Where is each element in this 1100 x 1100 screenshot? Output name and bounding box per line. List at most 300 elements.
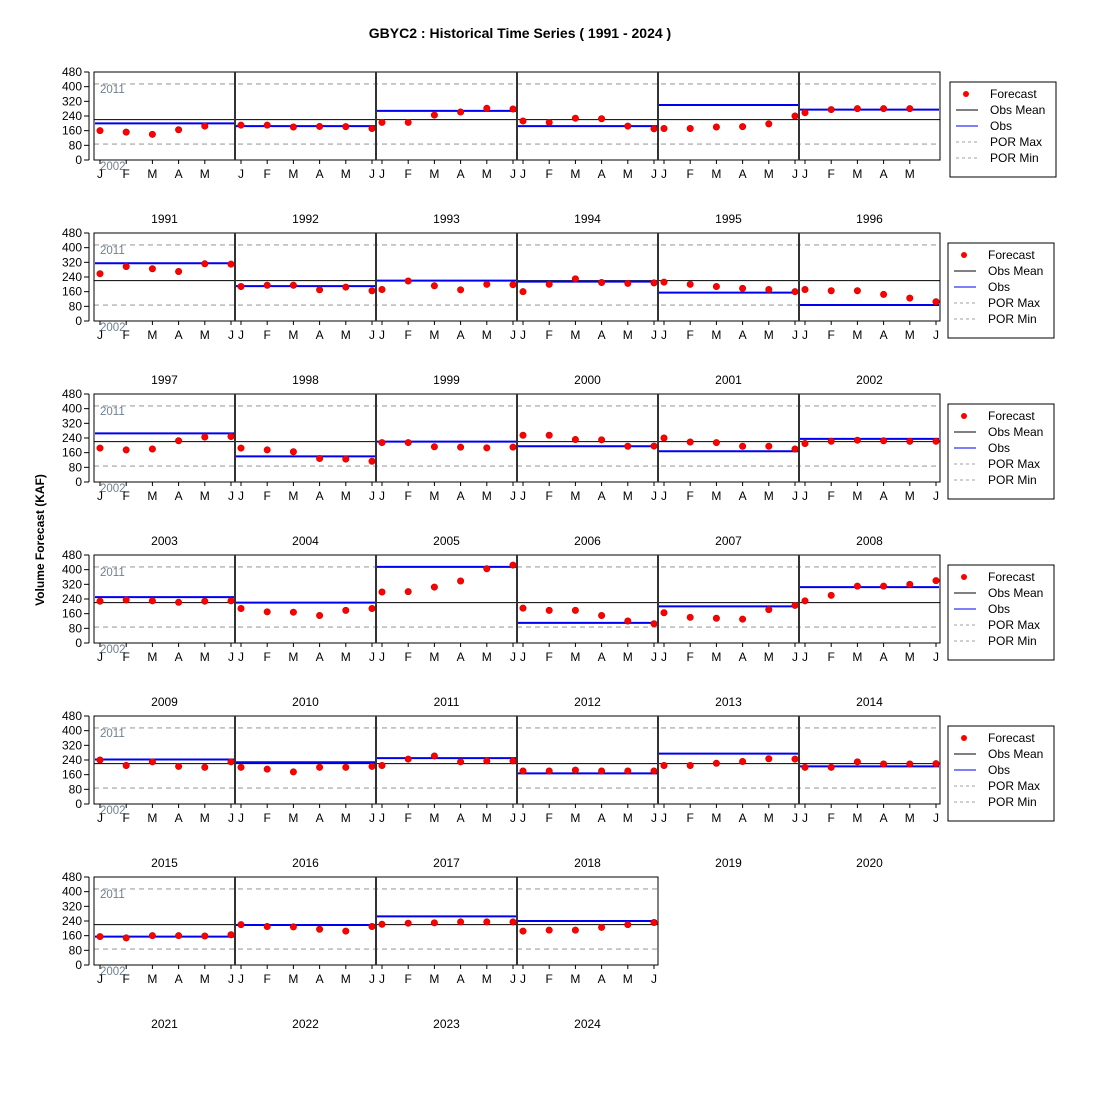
year-label: 2007	[715, 534, 742, 548]
month-tick-label: J	[802, 489, 808, 503]
month-tick-label: M	[340, 328, 351, 342]
forecast-point	[880, 438, 886, 444]
month-tick-label: J	[802, 328, 808, 342]
panel-frame	[799, 555, 940, 643]
forecast-point	[379, 439, 385, 445]
forecast-point	[290, 449, 296, 455]
month-tick-label: F	[686, 167, 694, 181]
year-label: 2024	[574, 1017, 601, 1031]
month-tick-label: J	[228, 811, 234, 825]
month-tick-label: F	[686, 650, 694, 664]
panel-2000	[517, 233, 658, 387]
y-tick-label: 480	[61, 870, 82, 884]
month-tick-label: M	[852, 811, 863, 825]
year-label: 2004	[292, 534, 319, 548]
month-tick-label: A	[456, 650, 465, 664]
month-tick-label: A	[174, 167, 183, 181]
month-tick-label: F	[122, 328, 130, 342]
month-tick-label: J	[228, 489, 234, 503]
month-tick-label: A	[315, 328, 324, 342]
legend-label: POR Min	[988, 473, 1037, 487]
month-tick-label: J	[792, 328, 798, 342]
month-tick-label: M	[622, 650, 633, 664]
forecast-point	[802, 598, 808, 604]
forecast-point	[598, 612, 604, 618]
forecast-point	[792, 288, 798, 294]
por-min-year-label: 2002	[100, 805, 126, 818]
forecast-point	[572, 927, 578, 933]
month-tick-label: J	[802, 650, 808, 664]
month-tick-label: J	[97, 811, 103, 825]
month-tick-label: F	[404, 489, 412, 503]
forecast-point	[854, 583, 860, 589]
forecast-point	[369, 125, 375, 131]
month-tick-label: M	[340, 972, 351, 986]
month-tick-label: M	[429, 650, 440, 664]
forecast-point	[766, 756, 772, 762]
forecast-point	[661, 125, 667, 131]
forecast-point	[149, 446, 155, 452]
forecast-point	[457, 759, 463, 765]
month-tick-label: A	[879, 811, 888, 825]
month-tick-label: F	[545, 972, 553, 986]
panel-2018	[517, 716, 658, 870]
forecast-point	[175, 932, 181, 938]
month-tick-label: M	[763, 489, 774, 503]
legend-forecast-swatch	[961, 735, 967, 741]
forecast-point	[484, 919, 490, 925]
month-tick-label: J	[228, 328, 234, 342]
panel-2016	[235, 716, 376, 870]
month-tick-label: A	[174, 972, 183, 986]
month-tick-label: J	[369, 650, 375, 664]
panel-2013	[658, 555, 799, 709]
month-tick-label: J	[510, 489, 516, 503]
forecast-point	[880, 761, 886, 767]
forecast-point	[907, 761, 913, 767]
forecast-point	[766, 443, 772, 449]
month-tick-label: M	[288, 811, 299, 825]
forecast-point	[854, 437, 860, 443]
forecast-point	[290, 124, 296, 130]
month-tick-label: M	[570, 489, 581, 503]
forecast-point	[343, 123, 349, 129]
month-tick-label: J	[520, 489, 526, 503]
month-tick-label: M	[199, 650, 210, 664]
y-tick-label: 400	[61, 79, 82, 94]
forecast-point	[713, 439, 719, 445]
forecast-point	[572, 607, 578, 613]
por-min-year-label: 2002	[100, 161, 126, 174]
month-tick-label: J	[97, 972, 103, 986]
month-tick-label: M	[147, 167, 158, 181]
forecast-point	[290, 924, 296, 930]
forecast-point	[802, 110, 808, 116]
month-tick-label: M	[429, 489, 440, 503]
forecast-point	[369, 923, 375, 929]
legend-label: POR Max	[988, 618, 1041, 632]
forecast-point	[379, 286, 385, 292]
por-min-year-label: 2002	[100, 966, 126, 979]
month-tick-label: J	[238, 972, 244, 986]
legend-label: Forecast	[990, 87, 1037, 101]
forecast-point	[379, 921, 385, 927]
forecast-point	[228, 759, 234, 765]
month-tick-label: M	[199, 489, 210, 503]
forecast-point	[175, 599, 181, 605]
y-tick-label: 320	[61, 94, 82, 109]
month-tick-label: F	[263, 811, 271, 825]
forecast-point	[290, 282, 296, 288]
panel-frame	[517, 394, 658, 482]
month-tick-label: M	[763, 650, 774, 664]
month-tick-label: M	[570, 650, 581, 664]
panel-row-3	[62, 387, 1054, 548]
forecast-point	[907, 295, 913, 301]
forecast-point	[238, 445, 244, 451]
y-tick-label: 240	[61, 109, 82, 123]
forecast-point	[316, 926, 322, 932]
month-tick-label: J	[802, 811, 808, 825]
month-tick-label: M	[429, 972, 440, 986]
forecast-point	[828, 438, 834, 444]
month-tick-label: F	[545, 167, 553, 181]
forecast-point	[431, 283, 437, 289]
forecast-point	[687, 762, 693, 768]
month-tick-label: M	[711, 167, 722, 181]
forecast-point	[802, 440, 808, 446]
panel-2004	[235, 394, 376, 548]
year-label: 1991	[151, 212, 178, 226]
forecast-point	[572, 276, 578, 282]
forecast-point	[651, 280, 657, 286]
legend-label: Forecast	[988, 731, 1035, 745]
forecast-point	[97, 445, 103, 451]
forecast-point	[625, 443, 631, 449]
forecast-point	[766, 121, 772, 127]
month-tick-label: M	[147, 650, 158, 664]
month-tick-label: J	[933, 489, 939, 503]
month-tick-label: M	[904, 489, 915, 503]
panel-2017	[376, 716, 517, 870]
forecast-point	[405, 756, 411, 762]
month-tick-label: M	[147, 972, 158, 986]
y-tick-label: 160	[61, 928, 82, 943]
year-label: 2012	[574, 695, 601, 709]
por-max-year-label: 2011	[100, 888, 125, 901]
forecast-point	[369, 458, 375, 464]
forecast-point	[149, 598, 155, 604]
year-label: 1992	[292, 212, 319, 226]
month-tick-label: M	[570, 972, 581, 986]
forecast-point	[598, 437, 604, 443]
forecast-point	[175, 127, 181, 133]
panel-frame	[517, 716, 658, 804]
month-tick-label: M	[763, 167, 774, 181]
panel-row-2	[62, 226, 1054, 387]
year-label: 2002	[856, 373, 883, 387]
month-tick-label: J	[661, 328, 667, 342]
forecast-point	[907, 438, 913, 444]
forecast-point	[792, 446, 798, 452]
panel-frame	[517, 72, 658, 160]
forecast-point	[405, 119, 411, 125]
forecast-point	[828, 592, 834, 598]
month-tick-label: A	[597, 811, 606, 825]
forecast-point	[651, 443, 657, 449]
month-tick-label: J	[520, 167, 526, 181]
y-tick-label: 240	[61, 592, 82, 606]
month-tick-label: A	[456, 811, 465, 825]
panel-frame	[376, 716, 517, 804]
forecast-point	[264, 282, 270, 288]
y-tick-label: 400	[61, 884, 82, 899]
forecast-point	[933, 299, 939, 305]
forecast-point	[792, 113, 798, 119]
month-tick-label: A	[315, 650, 324, 664]
forecast-point	[651, 126, 657, 132]
panel-frame	[235, 394, 376, 482]
month-tick-label: A	[174, 489, 183, 503]
forecast-point	[228, 598, 234, 604]
forecast-point	[828, 106, 834, 112]
month-tick-label: J	[97, 650, 103, 664]
month-tick-label: M	[199, 328, 210, 342]
forecast-point	[343, 284, 349, 290]
month-tick-label: M	[340, 811, 351, 825]
y-tick-label: 400	[61, 401, 82, 416]
forecast-point	[123, 447, 129, 453]
month-tick-label: F	[122, 811, 130, 825]
forecast-point	[520, 768, 526, 774]
forecast-point	[316, 612, 322, 618]
month-tick-label: M	[763, 811, 774, 825]
legend-label: POR Min	[988, 312, 1037, 326]
y-tick-label: 80	[68, 460, 82, 475]
month-tick-label: M	[711, 650, 722, 664]
forecast-point	[175, 438, 181, 444]
forecast-point	[625, 768, 631, 774]
month-tick-label: M	[904, 328, 915, 342]
forecast-point	[510, 758, 516, 764]
panel-frame	[235, 716, 376, 804]
forecast-point	[598, 924, 604, 930]
por-max-year-label: 2011	[100, 727, 125, 740]
month-tick-label: J	[97, 328, 103, 342]
y-tick-label: 160	[61, 284, 82, 299]
forecast-point	[520, 432, 526, 438]
month-tick-label: A	[456, 328, 465, 342]
forecast-point	[572, 436, 578, 442]
month-tick-label: M	[763, 328, 774, 342]
forecast-point	[457, 578, 463, 584]
panel-2007	[658, 394, 799, 548]
legend-label: POR Min	[990, 151, 1039, 165]
forecast-point	[713, 283, 719, 289]
panel-frame	[376, 233, 517, 321]
forecast-point	[739, 123, 745, 129]
month-tick-label: J	[933, 650, 939, 664]
legend-label: Forecast	[988, 570, 1035, 584]
forecast-point	[828, 764, 834, 770]
month-tick-label: F	[404, 811, 412, 825]
month-tick-label: J	[228, 972, 234, 986]
year-label: 2020	[856, 856, 883, 870]
y-tick-label: 480	[61, 709, 82, 723]
y-tick-label: 400	[61, 562, 82, 577]
panel-2001	[658, 233, 799, 387]
forecast-point	[149, 932, 155, 938]
y-axis-label: Volume Forecast (KAF)	[33, 474, 47, 606]
y-tick-label: 400	[61, 723, 82, 738]
forecast-point	[431, 920, 437, 926]
month-tick-label: J	[792, 489, 798, 503]
forecast-point	[713, 124, 719, 130]
month-tick-label: F	[263, 972, 271, 986]
panel-1992	[235, 72, 376, 226]
forecast-point	[149, 759, 155, 765]
legend-label: Obs	[988, 763, 1011, 777]
month-tick-label: M	[288, 328, 299, 342]
month-tick-label: F	[404, 167, 412, 181]
panel-frame	[517, 555, 658, 643]
forecast-point	[792, 756, 798, 762]
year-label: 2000	[574, 373, 601, 387]
year-label: 2023	[433, 1017, 460, 1031]
month-tick-label: J	[520, 650, 526, 664]
month-tick-label: J	[792, 650, 798, 664]
month-tick-label: F	[263, 489, 271, 503]
forecast-point	[572, 767, 578, 773]
month-tick-label: J	[369, 328, 375, 342]
month-tick-label: J	[369, 167, 375, 181]
legend-label: POR Max	[988, 779, 1041, 793]
month-tick-label: A	[456, 489, 465, 503]
year-label: 1998	[292, 373, 319, 387]
forecast-point	[520, 288, 526, 294]
month-tick-label: M	[429, 167, 440, 181]
month-tick-label: M	[622, 167, 633, 181]
forecast-point	[343, 607, 349, 613]
forecast-point	[484, 566, 490, 572]
legend	[950, 82, 1056, 177]
panel-frame	[658, 394, 799, 482]
year-label: 2010	[292, 695, 319, 709]
panel-2022	[235, 877, 376, 1031]
y-tick-label: 80	[68, 782, 82, 797]
legend	[948, 565, 1054, 660]
forecast-point	[546, 281, 552, 287]
legend-label: Obs Mean	[988, 747, 1044, 761]
y-tick-label: 240	[61, 270, 82, 284]
month-tick-label: J	[379, 811, 385, 825]
forecast-point	[828, 288, 834, 294]
panel-2024	[517, 877, 658, 1031]
month-tick-label: F	[686, 489, 694, 503]
month-tick-label: F	[404, 650, 412, 664]
year-label: 1996	[856, 212, 883, 226]
year-label: 1999	[433, 373, 460, 387]
year-label: 2015	[151, 856, 178, 870]
panel-1995	[658, 72, 799, 226]
legend-label: Obs Mean	[990, 103, 1046, 117]
month-tick-label: F	[686, 811, 694, 825]
month-tick-label: J	[933, 328, 939, 342]
month-tick-label: M	[481, 328, 492, 342]
year-label: 2018	[574, 856, 601, 870]
forecast-point	[175, 763, 181, 769]
y-tick-label: 480	[61, 548, 82, 562]
year-label: 2022	[292, 1017, 319, 1031]
forecast-point	[802, 286, 808, 292]
legend	[948, 243, 1054, 338]
month-tick-label: J	[510, 811, 516, 825]
panel-frame	[658, 555, 799, 643]
month-tick-label: J	[661, 650, 667, 664]
forecast-point	[933, 577, 939, 583]
month-tick-label: M	[570, 328, 581, 342]
forecast-point	[520, 605, 526, 611]
legend-label: Forecast	[988, 248, 1035, 262]
forecast-point	[431, 753, 437, 759]
y-tick-label: 80	[68, 943, 82, 958]
panel-frame	[517, 233, 658, 321]
month-tick-label: M	[711, 811, 722, 825]
forecast-point	[651, 768, 657, 774]
forecast-point	[484, 758, 490, 764]
month-tick-label: F	[545, 489, 553, 503]
year-label: 1994	[574, 212, 601, 226]
month-tick-label: A	[597, 167, 606, 181]
month-tick-label: M	[147, 811, 158, 825]
month-tick-label: M	[852, 489, 863, 503]
y-tick-label: 0	[75, 958, 82, 972]
panel-frame	[376, 877, 517, 965]
legend-forecast-swatch	[961, 252, 967, 258]
month-tick-label: A	[174, 328, 183, 342]
forecast-point	[546, 607, 552, 613]
y-tick-label: 0	[75, 153, 82, 167]
month-tick-label: J	[510, 650, 516, 664]
forecast-point	[625, 618, 631, 624]
month-tick-label: A	[879, 489, 888, 503]
month-tick-label: M	[147, 328, 158, 342]
forecast-point	[123, 762, 129, 768]
y-tick-label: 0	[75, 797, 82, 811]
forecast-point	[238, 605, 244, 611]
panel-row-6	[62, 870, 658, 1031]
month-tick-label: M	[288, 972, 299, 986]
month-tick-label: F	[122, 972, 130, 986]
panel-frame	[376, 394, 517, 482]
legend-label: Obs	[990, 119, 1013, 133]
forecast-point	[316, 287, 322, 293]
forecast-point	[484, 445, 490, 451]
month-tick-label: J	[651, 972, 657, 986]
month-tick-label: F	[686, 328, 694, 342]
por-max-year-label: 2011	[100, 83, 125, 96]
forecast-point	[316, 455, 322, 461]
month-tick-label: M	[199, 811, 210, 825]
forecast-point	[687, 439, 693, 445]
forecast-point	[123, 129, 129, 135]
month-tick-label: F	[545, 650, 553, 664]
month-tick-label: M	[199, 167, 210, 181]
year-label: 2011	[433, 695, 460, 709]
forecast-point	[598, 116, 604, 122]
month-tick-label: M	[288, 489, 299, 503]
month-tick-label: M	[622, 811, 633, 825]
